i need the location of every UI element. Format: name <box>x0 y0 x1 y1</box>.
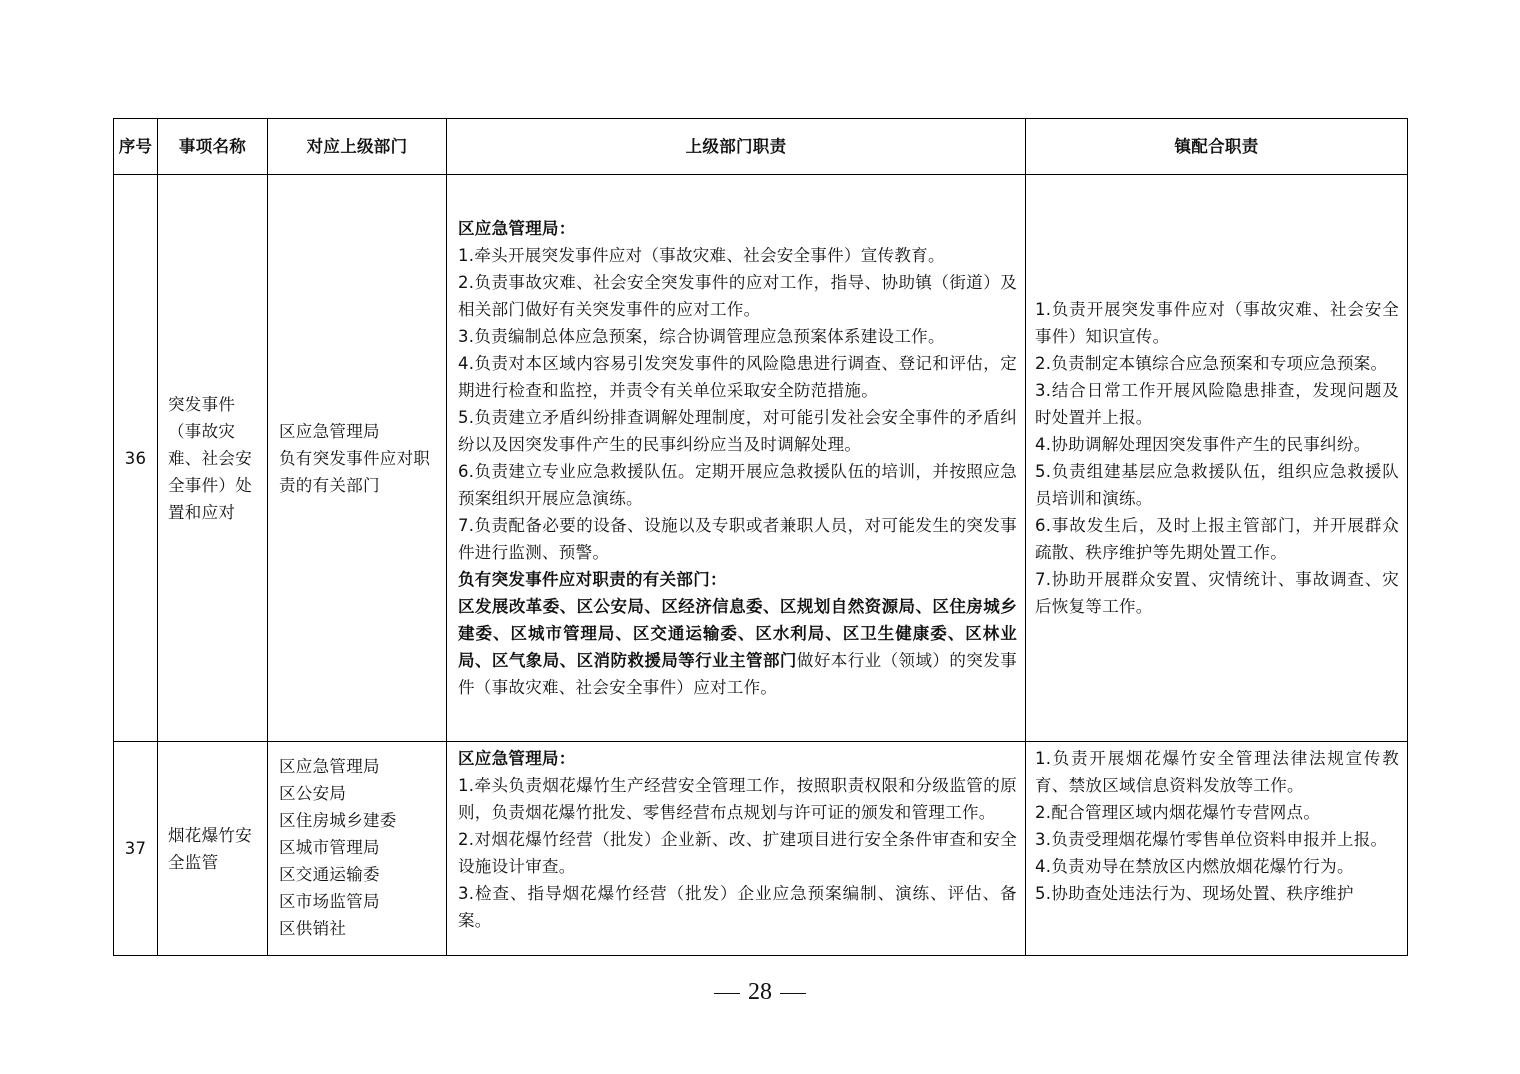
header-item-name: 事项名称 <box>158 119 268 175</box>
dept-line: 区住房城乡建委 <box>279 811 397 830</box>
row-seq: 37 <box>114 742 158 956</box>
row-upper-depts <box>268 175 447 742</box>
row-town-duty <box>1026 175 1408 742</box>
town-item: 4.协助调解处理因突发事件产生的民事纠纷。 <box>1035 435 1371 454</box>
page-footer <box>0 976 1520 1008</box>
table-row <box>114 742 1408 956</box>
footer-dash-left <box>714 993 740 994</box>
header-seq: 序号 <box>114 119 158 175</box>
table-header-row <box>114 119 1408 175</box>
town-item: 4.负责劝导在禁放区内燃放烟花爆竹行为。 <box>1035 857 1354 876</box>
dept-line: 区市场监管局 <box>279 892 380 911</box>
duty-item: 6.负责建立专业应急救援队伍。定期开展应急救援队伍的培训，并按照应急预案组织开展应急演练。 <box>458 462 1017 508</box>
table-row <box>114 175 1408 742</box>
duty-paragraph-rest: 做好本行业（领域）的突发事件（事故灾难、社会安全事件）应对工作。 <box>458 651 1017 697</box>
row-upper-depts <box>268 742 447 956</box>
duty-table <box>113 118 1408 956</box>
duty-heading: 区应急管理局： <box>458 749 576 768</box>
row-town-duty <box>1026 742 1408 956</box>
duty-item: 3.负责编制总体应急预案，综合协调管理应急预案体系建设工作。 <box>458 327 945 346</box>
header-upper-dept: 对应上级部门 <box>268 119 447 175</box>
town-item: 6.事故发生后，及时上报主管部门，并开展群众疏散、秩序维护等先期处置工作。 <box>1035 516 1399 562</box>
row-seq: 36 <box>114 175 158 742</box>
duty-paragraph <box>458 593 1017 701</box>
dept-line: 区公安局 <box>279 784 347 803</box>
town-item: 3.负责受理烟花爆竹零售单位资料申报并上报。 <box>1035 830 1388 849</box>
duty-item: 7.负责配备必要的设备、设施以及专职或者兼职人员，对可能发生的突发事件进行监测、预警。 <box>458 516 1017 562</box>
duty-item: 1.牵头开展突发事件应对（事故灾难、社会安全事件）宣传教育。 <box>458 246 945 265</box>
town-item: 2.负责制定本镇综合应急预案和专项应急预案。 <box>1035 354 1388 373</box>
footer-dash-right <box>780 993 806 994</box>
duty-item: 2.对烟花爆竹经营（批发）企业新、改、扩建项目进行安全条件审查和安全设施设计审查。 <box>458 830 1017 876</box>
town-item: 3.结合日常工作开展风险隐患排查，发现问题及时处置并上报。 <box>1035 381 1399 427</box>
duty-heading: 区应急管理局： <box>458 219 576 238</box>
dept-line: 区供销社 <box>279 919 347 938</box>
dept-line: 区交通运输委 <box>279 865 380 884</box>
duty-paragraph-bold: 区发展改革委、区公安局、区经济信息委、区规划自然资源局、区住房城乡建委、区城市管理局、区交通运输委、区水利局、区卫生健康委、区林业局、区气象局、区消防救援局等行业主管部门 <box>458 597 1017 670</box>
dept-line: 区应急管理局 <box>279 421 380 441</box>
dept-line: 区城市管理局 <box>279 838 380 857</box>
duty-item: 4.负责对本区域内容易引发突发事件的风险隐患进行调查、登记和评估，定期进行检查和监控，并责令有关单位采取安全防范措施。 <box>458 354 1017 400</box>
town-item: 5.负责组建基层应急救援队伍，组织应急救援队员培训和演练。 <box>1035 462 1399 508</box>
row-item-name: 烟花爆竹安全监管 <box>158 742 268 956</box>
dept-line: 负有突发事件应对职责的有关部门 <box>279 448 431 495</box>
page-number: 28 <box>748 979 772 1005</box>
row-upper-duty <box>447 742 1026 956</box>
town-item: 5.协助查处违法行为、现场处置、秩序维护 <box>1035 884 1354 903</box>
duty-heading: 负有突发事件应对职责的有关部门： <box>458 570 727 589</box>
town-item: 1.负责开展突发事件应对（事故灾难、社会安全事件）知识宣传。 <box>1035 300 1399 346</box>
duty-item: 5.负责建立矛盾纠纷排查调解处理制度，对可能引发社会安全事件的矛盾纠纷以及因突发事件产生的民事纠纷应当及时调解处理。 <box>458 408 1017 454</box>
town-item: 2.配合管理区域内烟花爆竹专营网点。 <box>1035 803 1321 822</box>
header-upper-duty: 上级部门职责 <box>447 119 1026 175</box>
town-item: 1.负责开展烟花爆竹安全管理法律法规宣传教育、禁放区域信息资料发放等工作。 <box>1035 749 1399 795</box>
duty-item: 3.检查、指导烟花爆竹经营（批发）企业应急预案编制、演练、评估、备案。 <box>458 884 1017 930</box>
duty-item: 1.牵头负责烟花爆竹生产经营安全管理工作，按照职责权限和分级监管的原则，负责烟花爆竹批发、零售经营布点规划与许可证的颁发和管理工作。 <box>458 776 1017 822</box>
dept-line: 区应急管理局 <box>279 757 380 776</box>
header-town-duty: 镇配合职责 <box>1026 119 1408 175</box>
row-upper-duty <box>447 175 1026 742</box>
duty-item: 2.负责事故灾难、社会安全突发事件的应对工作，指导、协助镇（街道）及相关部门做好有关突发事件的应对工作。 <box>458 273 1017 319</box>
town-item: 7.协助开展群众安置、灾情统计、事故调查、灾后恢复等工作。 <box>1035 570 1399 616</box>
row-item-name: 突发事件（事故灾难、社会安全事件）处置和应对 <box>158 175 268 742</box>
